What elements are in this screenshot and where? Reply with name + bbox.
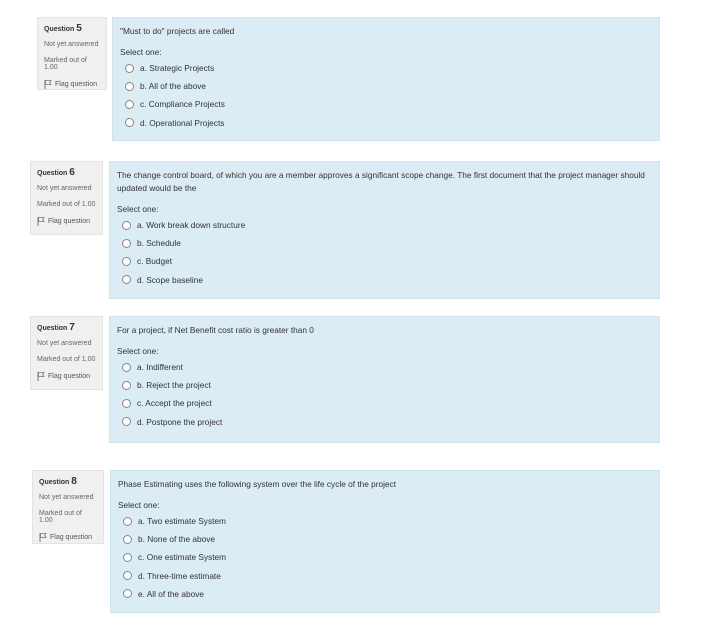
radio-button[interactable] bbox=[122, 221, 131, 230]
select-one-prompt: Select one: bbox=[118, 500, 160, 510]
flag-icon bbox=[37, 217, 45, 226]
answer-option[interactable] bbox=[117, 394, 652, 412]
radio-button[interactable] bbox=[122, 417, 131, 426]
flag-question-label: Flag question bbox=[48, 218, 91, 225]
radio-button[interactable] bbox=[122, 275, 131, 284]
answer-option[interactable] bbox=[118, 567, 652, 585]
radio-button[interactable] bbox=[123, 517, 132, 526]
question-number: Question 7 bbox=[37, 322, 75, 333]
answer-label: d. Three-time estimate bbox=[138, 570, 221, 581]
answer-option[interactable] bbox=[118, 530, 652, 548]
flag-question-label: Flag question bbox=[48, 373, 91, 380]
radio-button[interactable] bbox=[122, 399, 131, 408]
answer-option[interactable] bbox=[118, 548, 652, 566]
answer-label: b. Schedule bbox=[137, 238, 181, 249]
answer-option[interactable] bbox=[117, 216, 652, 234]
answer-option[interactable] bbox=[117, 358, 652, 376]
answer-option[interactable] bbox=[117, 252, 652, 270]
question-info bbox=[32, 470, 104, 544]
radio-button[interactable] bbox=[125, 100, 134, 109]
answer-option[interactable] bbox=[120, 77, 652, 95]
answer-option[interactable] bbox=[118, 585, 652, 603]
select-one-prompt: Select one: bbox=[117, 204, 159, 214]
answer-label: a. Strategic Projects bbox=[140, 63, 215, 74]
answer-label: c. Accept the project bbox=[137, 398, 212, 409]
question-text: The change control board, of which you are a member approves a significant scope change. The first document that the project manager should updated would be the bbox=[117, 170, 645, 193]
question-status: Not yet answered bbox=[37, 340, 92, 347]
answer-option[interactable] bbox=[118, 512, 652, 530]
question-text: Phase Estimating uses the following system over the life cycle of the project bbox=[118, 479, 397, 489]
radio-button[interactable] bbox=[122, 257, 131, 266]
answer-label: a. Two estimate System bbox=[138, 516, 226, 527]
answer-option[interactable] bbox=[120, 59, 652, 77]
answer-label: a. Work break down structure bbox=[137, 220, 246, 231]
answer-label: d. Scope baseline bbox=[137, 274, 203, 285]
question-info bbox=[37, 17, 107, 90]
answer-label: c. Budget bbox=[137, 256, 173, 267]
answer-label: e. All of the above bbox=[138, 588, 204, 599]
question-text: For a project, if Net Benefit cost ratio is greater than 0 bbox=[117, 325, 314, 335]
answer-label: c. One estimate System bbox=[138, 552, 227, 563]
radio-button[interactable] bbox=[122, 363, 131, 372]
radio-button[interactable] bbox=[122, 239, 131, 248]
answer-option[interactable] bbox=[120, 114, 652, 132]
answer-option[interactable] bbox=[117, 413, 652, 431]
question-status: Not yet answered bbox=[39, 494, 94, 501]
flag-question-link[interactable] bbox=[39, 533, 97, 542]
radio-button[interactable] bbox=[123, 589, 132, 598]
answer-label: d. Operational Projects bbox=[140, 117, 225, 128]
question-status: Not yet answered bbox=[37, 185, 92, 192]
question-text: "Must to do" projects are called bbox=[120, 26, 235, 36]
answer-option[interactable] bbox=[117, 376, 652, 394]
select-one-prompt: Select one: bbox=[120, 47, 162, 57]
question-number: Question 8 bbox=[39, 476, 77, 487]
question-content bbox=[112, 17, 660, 141]
flag-question-label: Flag question bbox=[50, 534, 93, 541]
radio-button[interactable] bbox=[125, 118, 134, 127]
select-one-prompt: Select one: bbox=[117, 346, 159, 356]
radio-button[interactable] bbox=[123, 535, 132, 544]
question-content bbox=[109, 316, 660, 443]
question-number: Question 6 bbox=[37, 167, 75, 178]
flag-icon bbox=[39, 533, 47, 542]
flag-question-label: Flag question bbox=[55, 81, 98, 88]
answer-option[interactable] bbox=[117, 271, 652, 289]
answer-label: b. All of the above bbox=[140, 81, 206, 92]
radio-button[interactable] bbox=[125, 82, 134, 91]
answer-label: d. Postpone the project bbox=[137, 416, 223, 427]
question-marks: Marked out of 1.00 bbox=[44, 57, 87, 71]
flag-question-link[interactable] bbox=[44, 80, 100, 89]
question-marks: Marked out of 1.00 bbox=[39, 510, 82, 524]
answer-label: b. None of the above bbox=[138, 534, 216, 545]
answer-option[interactable] bbox=[117, 234, 652, 252]
radio-button[interactable] bbox=[122, 381, 131, 390]
flag-icon bbox=[44, 80, 52, 89]
question-info bbox=[30, 161, 103, 235]
radio-button[interactable] bbox=[123, 571, 132, 580]
flag-question-link[interactable] bbox=[37, 372, 96, 381]
question-info bbox=[30, 316, 103, 390]
question-content bbox=[109, 161, 660, 299]
question-marks: Marked out of 1.00 bbox=[37, 201, 96, 208]
answer-label: c. Compliance Projects bbox=[140, 99, 225, 110]
answer-option[interactable] bbox=[120, 95, 652, 113]
radio-button[interactable] bbox=[125, 64, 134, 73]
question-number: Question 5 bbox=[44, 23, 82, 34]
question-marks: Marked out of 1.00 bbox=[37, 356, 96, 363]
question-status: Not yet answered bbox=[44, 41, 99, 48]
answer-label: b. Reject the project bbox=[137, 380, 211, 391]
flag-question-link[interactable] bbox=[37, 217, 96, 226]
radio-button[interactable] bbox=[123, 553, 132, 562]
question-content bbox=[110, 470, 660, 613]
flag-icon bbox=[37, 372, 45, 381]
answer-label: a. Indifferent bbox=[137, 362, 183, 373]
